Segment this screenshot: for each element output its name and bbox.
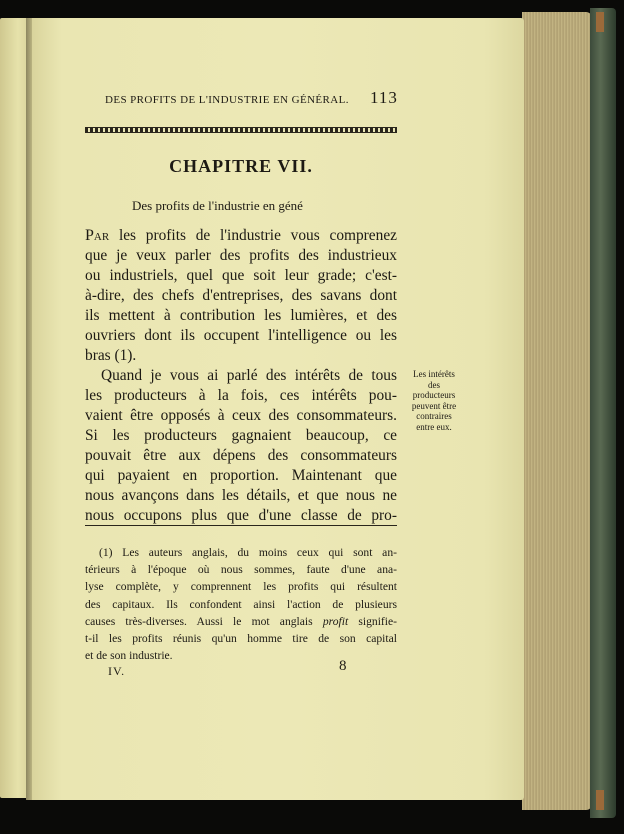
body-line: ils mettent à contribution les lumières, et des bbox=[85, 307, 397, 324]
signature-volume: IV. bbox=[108, 664, 126, 678]
marginal-note-line: contraires bbox=[416, 411, 452, 421]
footnote-line: causes très-diverses. Aussi le mot anglais profit signifie- bbox=[85, 614, 398, 628]
body-line: pouvait être aux dépens des consommateurs bbox=[85, 447, 397, 464]
marginal-note-line: producteurs bbox=[412, 390, 456, 400]
marginal-note-line: des bbox=[428, 379, 440, 390]
body-line: vaient être opposés à ceux des consommateurs. bbox=[85, 407, 397, 424]
footnote-line: térieurs à l'époque où nous sommes, faute d'une ana- bbox=[85, 563, 397, 577]
footnote-line: des capitaux. Ils confondent ainsi l'action de plusieurs bbox=[85, 597, 397, 611]
book-cover bbox=[590, 8, 616, 818]
body-line-rest: les profits de l'industrie vous comprenez bbox=[109, 227, 397, 244]
page-edges bbox=[522, 12, 592, 810]
body-line: qui payaient en proportion. Maintenant que bbox=[85, 467, 397, 484]
chapter-title: CHAPITRE VII. bbox=[169, 156, 313, 176]
running-head: DES PROFITS DE L'INDUSTRIE EN GÉNÉRAL. bbox=[105, 94, 349, 106]
body-line: nous occupons plus que d'une classe de pro- bbox=[85, 507, 397, 524]
marginal-note-line: peuvent être bbox=[411, 400, 457, 411]
body-line: Quand je vous ai parlé des intérêts de tous bbox=[101, 367, 397, 384]
footnote bbox=[85, 544, 397, 664]
body-text bbox=[85, 226, 397, 526]
drop-word: Par bbox=[85, 227, 110, 244]
marginal-note bbox=[402, 369, 466, 432]
cover-corner-bottom bbox=[596, 790, 604, 810]
body-line bbox=[85, 226, 397, 246]
body-line: à-dire, des chefs d'entreprises, des savans dont bbox=[85, 287, 397, 304]
chapter-subtitle: Des profits de l'industrie en géné bbox=[132, 198, 303, 213]
marginal-note-line: entre eux. bbox=[416, 421, 452, 432]
cover-corner-top bbox=[596, 12, 604, 32]
body-line: Si les producteurs gagnaient beaucoup, ce bbox=[85, 427, 397, 444]
body-line: que je veux parler des profits des industrieux bbox=[85, 247, 397, 264]
footnote-line: lyse complète, y comprennent les profits qui résultent bbox=[85, 580, 397, 594]
body-line: ouvriers dont ils occupent l'intelligence ou les bbox=[85, 327, 397, 344]
footnote-line: t-il les profits réunis qu'un homme tire de son capital bbox=[85, 631, 397, 645]
footnote-rule bbox=[85, 525, 397, 526]
page-number: 113 bbox=[370, 88, 398, 107]
body-line: nous avançons dans les détails, et que nous ne bbox=[85, 487, 397, 504]
ornamental-rule bbox=[85, 127, 397, 133]
body-line: les producteurs à la fois, ces intérêts pou- bbox=[85, 387, 397, 404]
footnote-italic-word: profit bbox=[322, 614, 349, 628]
body-line: bras (1). bbox=[85, 347, 137, 364]
signature-number: 8 bbox=[339, 658, 347, 674]
body-line: ou industriels, quel que soit leur grade; c'est- bbox=[85, 267, 397, 284]
footnote-line: (1) Les auteurs anglais, du moins ceux qui sont an- bbox=[99, 546, 397, 559]
marginal-note-line: Les intérêts bbox=[413, 369, 455, 379]
footnote-line: et de son industrie. bbox=[85, 649, 173, 663]
